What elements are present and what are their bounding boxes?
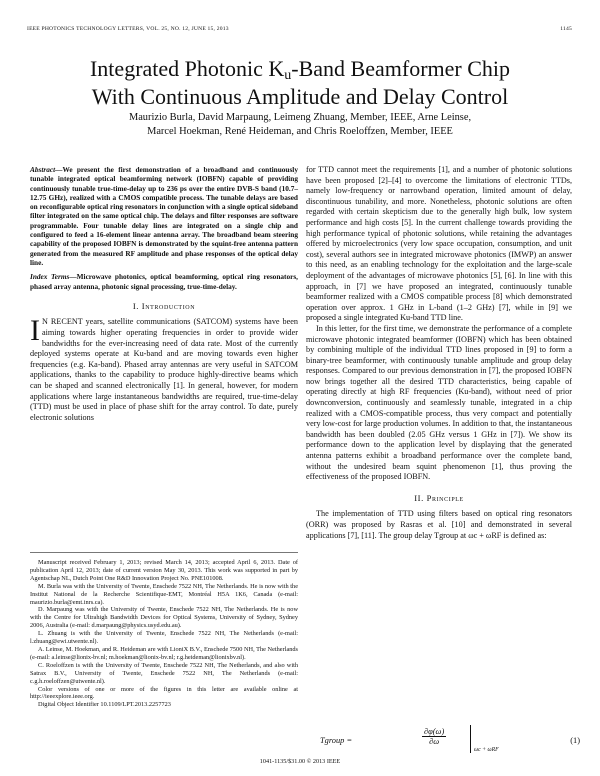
footnote: A. Leinse, M. Hoekman, and R. Heideman are with LioniX B.V., Enschede 7500 NH, The Netherlands (e-mail: a.leinse@lionix-bv.nl; m.hoekman@lionix-bv.nl; r.g.heideman@lionixbv.nl). — [30, 645, 298, 661]
footnote: L. Zhuang is with the University of Twente, Enschede 7522 NH, The Netherlands (e-mail: l.zhuang@ewi.utwente.nl). — [30, 630, 298, 646]
equation-fraction — [422, 727, 446, 746]
index-terms-label: Index Terms— — [30, 272, 77, 282]
title-line1-pre: Integrated Photonic K — [89, 56, 285, 81]
footnote: Manuscript received February 1, 2013; revised March 14, 2013; accepted April 6, 2013. Date of publication April 12, 2013; date of current version May 30, 2013. This work was supported in part by Agentschap NL, Dutch Point One R&D Innovation Project No. PNE101008. — [30, 559, 298, 582]
abstract-label: Abstract— — [30, 165, 63, 174]
running-header — [27, 26, 572, 36]
drop-cap: I — [30, 314, 40, 348]
paragraph: The implementation of TTD using filters based on optical ring resonators (ORR) was proposed by Rasras et al. [10] and demonstrated in several applications [7], [11]. The group delay Tgroup at ωc + ωRF is defined as: — [306, 509, 572, 540]
intro-text: N RECENT years, satellite communications (SATCOM) systems have been aiming towards higher operating frequencies in order to provide wider bandwidths for the ever-increasing need of data rate. Most of the currently deployed systems operate at Ku-band and are moving towards even higher frequencies (e.g. Ka-band). Phased array antennas are very useful in SATCOM applications, thanks to the capability to produce highly-directive beams which can be shaped and scanned electronically [1]. In general, however, for modern applications where large instantaneous bandwidths are required, true-time-delay (TTD) must be used in place of phase shift for the array control. To date, purely electronic solutions — [30, 317, 298, 422]
copyright-footer: 1041-1135/$31.00 © 2013 IEEE — [259, 758, 341, 765]
paper-title — [0, 55, 600, 111]
abstract-text: We present the first demonstration of a broadband and continuously tunable integrated optical beamforming network (IOBFN) capable of providing continuously tunable true-time-delay up to 236 ps over the entire DVB-S band (10.7–12.75 GHz), realized with a CMOS compatible process. The tunable delays are based on reconfigurable optical ring resonators in conjunction with a single optical sideband filter integrated on the same optical chip. The delays and filter responses are software programmable. Four tunable delay lines are integrated on a single chip and configured to feed a 16-element linear antenna array. The broadband beam steering capability of the proposed IOBFN is demonstrated by the squint-free antenna pattern generated from the measured RF amplitude and phase responses of the optical delay line. — [30, 165, 298, 267]
authors-line2: Marcel Hoekman, René Heideman, and Chris Roeloffzen, Member, IEEE — [147, 125, 453, 137]
equation-lhs: Tgroup = — [320, 736, 353, 745]
footnote: C. Roeloffzen is with the University of Twente, Enschede 7522 NH, The Netherlands, and also with Satrax B.V., University of Twente, Enschede 7522 NH, The Netherlands (e-mail: c.g.h.roeloffzen@utwente.nl). — [30, 661, 298, 685]
paragraph: for TTD cannot meet the requirements [1], and a number of photonic solutions have been proposed [2]–[4] to overcome the limitations of electronic TTDs, namely low-frequency or narrowband operation, limited amount of delay, discontinuous tunability, and more. Nonetheless, photonic solutions are often regarded with certain skepticism due to the generally high bulk, low system performance and high costs [5]. In the current challenge towards providing the high performance typical of photonic solutions, while retaining the advantages offered by microelectronics (very low space occupation, consumption, and unit cost), several authors see in integrated microwave photonics (IMWP) an answer to this need, as an enabling technology for the exploitation and the large-scale deployment of the advantages of microwave photonics [5], [6]. In line with this approach, in [7] we have proposed an integrated, continuously tunable beamformer realized with a CMOS compatible process [8] which demonstrated operation over approx. 1 GHz in L-band (1–2 GHz) [7], while in [9] we proposed a single integrated Ku-band TTD line. — [306, 165, 572, 323]
equation-eval-point: ωc + ωRF — [474, 747, 499, 753]
title-subscript: u — [284, 68, 292, 83]
footnote: M. Burla was with the University of Twente, Enschede 7522 NH, The Netherlands. He is now with the Institut National de la Recherche Scientifique-EMT, Montréal H5A 1K6, Canada (e-mail: maurizio.burla@emt.inrs.ca). — [30, 582, 298, 606]
right-column — [306, 165, 572, 541]
journal-name: IEEE PHOTONICS TECHNOLOGY LETTERS, VOL. 25, NO. 12, JUNE 15, 2013 — [27, 26, 229, 32]
author-list — [0, 111, 600, 138]
abstract — [30, 165, 298, 267]
intro-paragraph — [30, 314, 298, 423]
index-terms-text: Microwave photonics, optical beamforming, optical ring resonators, phased array antenna, photonic signal processing, true-time-delay. — [30, 272, 299, 291]
equation-denominator: ∂ω — [429, 737, 440, 746]
footnote: D. Marpaung was with the University of Twente, Enschede 7522 NH, The Netherlands. He is now with the Centre for Ultrahigh Bandwidth Devices for Optical Systems, University of Sydney, Sydney 2006, Australia (e-mail: d.marpaung@physics.usyd.edu.au). — [30, 606, 298, 630]
equation-1 — [320, 727, 580, 757]
footnote: Color versions of one or more of the figures in this letter are available online at http://ieeexplore.ieee.org. — [30, 685, 298, 701]
left-column — [30, 165, 298, 423]
evaluation-bar — [470, 725, 471, 753]
footnote-doi: Digital Object Identifier 10.1109/LPT.2013.2257723 — [38, 701, 171, 709]
equation-number: (1) — [570, 736, 580, 745]
title-line1-post: -Band Beamformer Chip — [291, 56, 511, 81]
equation-numerator: ∂φ(ω) — [424, 727, 445, 736]
section-heading-principle: II. Principle — [414, 492, 464, 503]
page-number: 1145 — [560, 26, 572, 32]
index-terms — [30, 272, 298, 291]
authors-line1: Maurizio Burla, David Marpaung, Leimeng Zhuang, Member, IEEE, Arne Leinse, — [128, 112, 472, 123]
paragraph: In this letter, for the first time, we demonstrate the performance of a complete microwave photonic integrated beamformer (IOBFN) which has been obtained by combining multiple of the individual TTD lines proposed in [9] to form a binary-tree beamformer, with continuously tunable amplitude and group delay responses. Compared to our previous demonstration in [7], the proposed IOBFN now brings together all the desired TTD characteristics, being capable of operating directly at high RF frequencies (Ku-band), without need of prior downconversion, continuously and seamlessly tunable, integrated in a chip realized with a CMOS-compatible process, thus very compact and potentially very low-cost for large production volumes. In addition to that, the instantaneous bandwidth has been doubled (2.05 GHz versus 1 GHz in [7]). We show its performance down to the application level by displaying that the generated antenna patterns exhibit a broadband performance over the complete band, without the undesired beam squint phenomenon [1], thus proving the effectiveness of the proposed IOBFN. — [306, 323, 572, 482]
title-line2: With Continuous Amplitude and Delay Control — [91, 84, 509, 109]
footnotes — [30, 552, 298, 709]
section-heading-introduction: I. Introduction — [132, 300, 196, 311]
